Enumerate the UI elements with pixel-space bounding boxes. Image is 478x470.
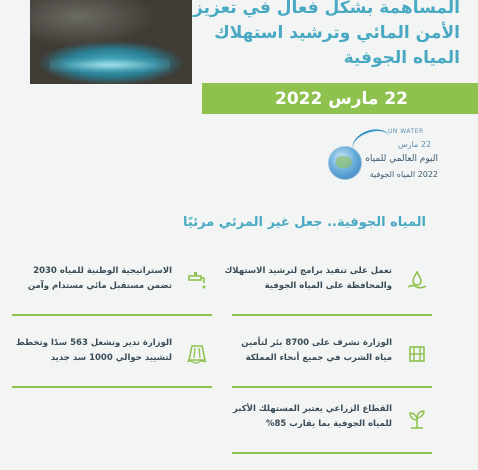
fact-text bbox=[12, 336, 172, 366]
fact-text bbox=[232, 336, 392, 366]
fact-line: لتشييد حوالي 1000 سد جديد bbox=[50, 353, 172, 363]
fact-line: الوزارة تشرف على 8700 بئر لتأمين bbox=[241, 338, 392, 348]
fact-wells bbox=[232, 336, 432, 388]
divider bbox=[12, 314, 212, 316]
divider bbox=[232, 386, 432, 388]
logo-title: اليوم العالمي للمياه bbox=[365, 154, 438, 164]
logo-subtitle: 2022 المياه الجوفية bbox=[369, 170, 438, 179]
fact-line: تعمل على تنفيذ برامج لترشيد الاستهلاك bbox=[224, 266, 392, 276]
headline bbox=[190, 0, 460, 71]
date-bar bbox=[202, 83, 478, 114]
fact-text bbox=[232, 402, 392, 432]
fact-line: الوزارة تدير وتشغل 563 سدًا وتخطط bbox=[16, 338, 172, 348]
water-hand-icon bbox=[406, 270, 428, 292]
fact-text bbox=[12, 264, 172, 294]
fact-conservation-programs bbox=[224, 264, 432, 316]
logo-date: 22 مارس bbox=[398, 140, 432, 149]
date-label: 22 مارس 2022 bbox=[275, 88, 408, 109]
plant-icon bbox=[406, 408, 428, 430]
fact-text bbox=[224, 264, 392, 294]
fact-line: للمياه الجوفية بما يقارب 85% bbox=[265, 419, 392, 429]
fact-line: الاستراتيجية الوطنية للمياه 2030 bbox=[33, 266, 172, 276]
cave-water-photo bbox=[30, 0, 192, 84]
globe-icon bbox=[328, 146, 362, 180]
logo-un-text: UN WATER bbox=[388, 128, 424, 135]
world-water-day-logo bbox=[328, 128, 438, 186]
fact-line: تضمن مستقبل مائي مستدام وآمن bbox=[27, 281, 172, 291]
divider bbox=[232, 314, 432, 316]
headline-line: الأمن المائي وترشيد استهلاك bbox=[214, 23, 460, 43]
well-icon bbox=[406, 342, 428, 364]
fact-agriculture bbox=[232, 402, 432, 454]
divider bbox=[12, 386, 212, 388]
dam-icon bbox=[186, 342, 208, 364]
headline-line: المياه الجوفية bbox=[343, 48, 460, 68]
faucet-icon bbox=[186, 270, 208, 292]
fact-line: القطاع الزراعي يعتبر المستهلك الأكبر bbox=[232, 404, 392, 414]
fact-line: مياه الشرب في جميع أنحاء المملكة bbox=[245, 353, 392, 363]
section-title: المياه الجوفية.. جعل غير المرئي مرئيًا bbox=[183, 215, 426, 230]
headline-line: المساهمة بشكل فعال في تعزيز bbox=[193, 0, 460, 18]
fact-dams bbox=[12, 336, 212, 388]
fact-line: والمحافظة على المياه الجوفية bbox=[264, 281, 392, 291]
fact-national-strategy bbox=[12, 264, 212, 316]
divider bbox=[232, 452, 432, 454]
